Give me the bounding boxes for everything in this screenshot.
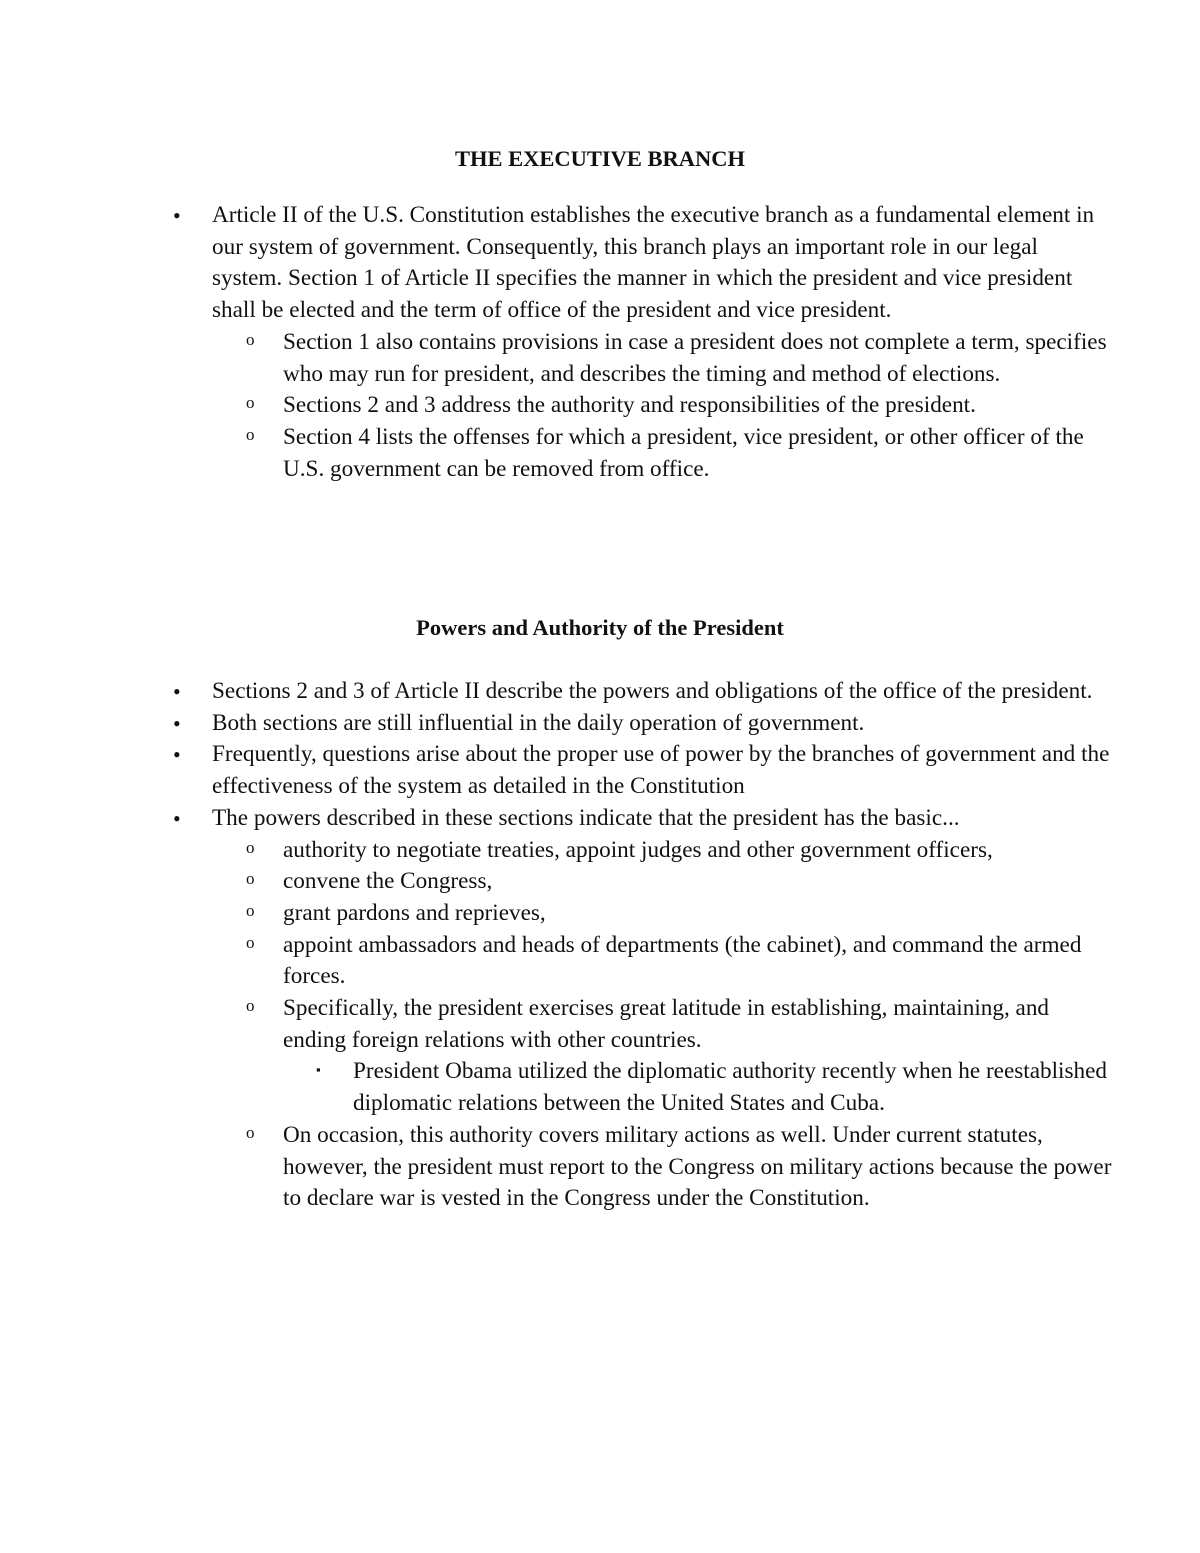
executive-branch-list (212, 200, 1112, 485)
list-item: o appoint ambassadors and heads of departments (the cabinet), and command the armed forces. (283, 930, 1112, 993)
powers-list (212, 676, 1112, 1215)
list-item: o Section 1 also contains provisions in case a president does not complete a term, specifies who may run for president, and describes the timing and method of elections. (283, 327, 1112, 390)
list-item (212, 803, 1112, 1215)
list-item (283, 993, 1112, 1120)
basic-powers-lead: The powers described in these sections indicate that the president has the basic... (212, 804, 960, 831)
list-item: o On occasion, this authority covers military actions as well. Under current statutes, however, the president must report to the Congress on military actions because the power to declare war is vested in the Congress under the Constitution. (283, 1120, 1112, 1215)
list-item: o Section 4 lists the offenses for which a president, vice president, or other officer of the U.S. government can be removed from office. (283, 422, 1112, 485)
foreign-relations-text: Specifically, the president exercises great latitude in establishing, maintaining, and ending foreign relations with other countries. (283, 995, 1050, 1053)
section-heading: Powers and Authority of the President (416, 615, 784, 640)
list-item: • Frequently, questions arise about the proper use of power by the branches of government and the effectiveness of the system as detailed in the Constitution (212, 739, 1112, 802)
basic-powers-list (283, 835, 1112, 1215)
list-item: • Both sections are still influential in the daily operation of government. (212, 708, 1112, 740)
list-item: o Sections 2 and 3 address the authority and responsibilities of the president. (283, 390, 1112, 422)
list-item (212, 200, 1112, 485)
list-item: • Sections 2 and 3 of Article II describe the powers and obligations of the office of the president. (212, 676, 1112, 708)
list-item: o grant pardons and reprieves, (283, 898, 1112, 930)
list-item: o authority to negotiate treaties, appoint judges and other government officers, (283, 835, 1112, 867)
document-title: THE EXECUTIVE BRANCH (454, 146, 746, 171)
example-list (353, 1056, 1112, 1119)
list-item: o convene the Congress, (283, 866, 1112, 898)
article-ii-sections-list (283, 327, 1112, 486)
list-item: ▪ President Obama utilized the diplomatic authority recently when he reestablished diplomatic relations between the United States and Cuba. (353, 1056, 1112, 1119)
article-ii-intro: Article II of the U.S. Constitution establishes the executive branch as a fundamental element in our system of government. Consequently, this branch plays an important role in our legal system. Section 1 of Article II specifies the manner in which the president and vice president shall be elected and the term of office of the president and vice president. (212, 202, 1095, 324)
